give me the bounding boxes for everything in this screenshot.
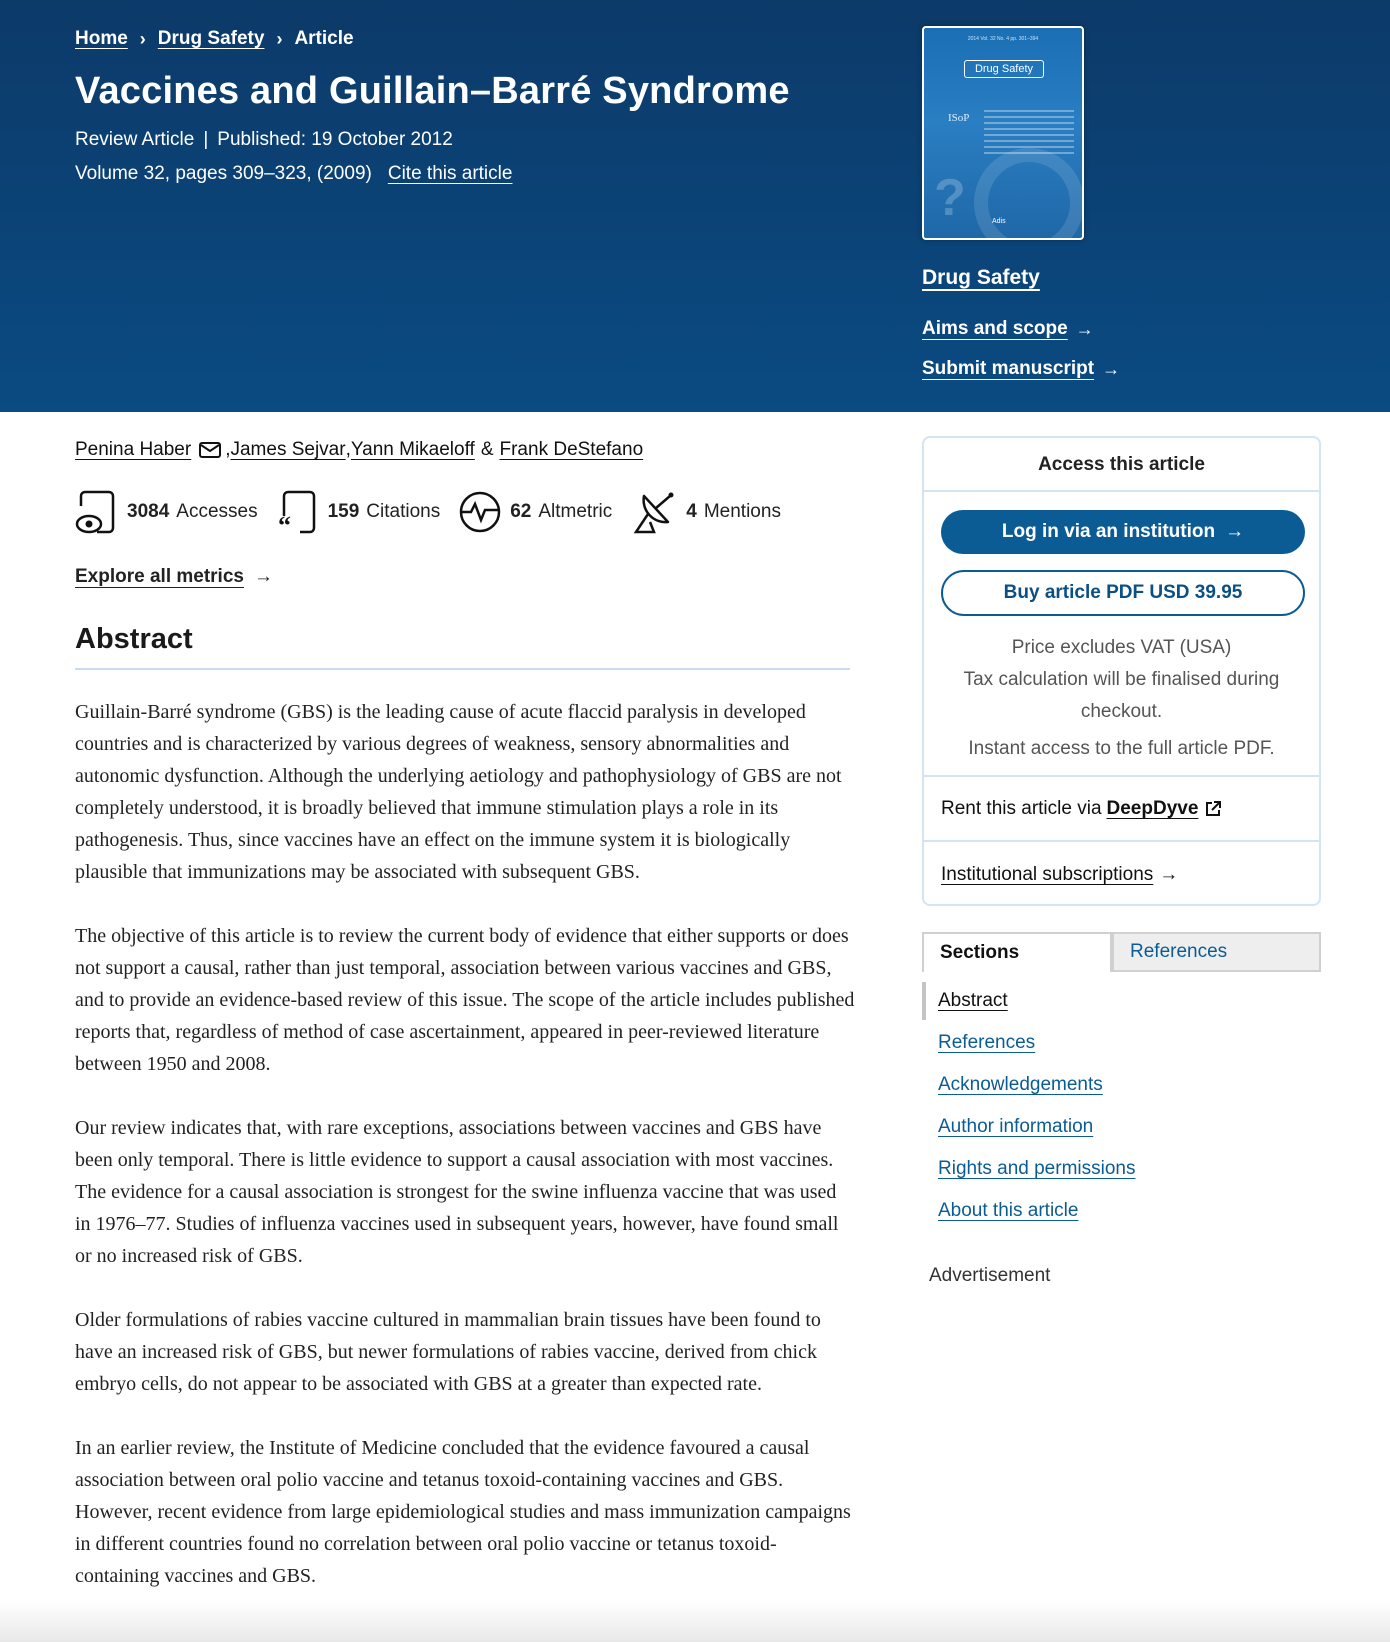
author-link[interactable]: James Sejvar [230, 439, 346, 460]
toc-item-references[interactable] [922, 1022, 1135, 1064]
breadcrumb-home-link[interactable]: Home [75, 28, 128, 49]
cover-decoration [974, 148, 1084, 240]
toc-item-label: Acknowledgements [938, 1074, 1103, 1095]
author-link[interactable]: Frank DeStefano [499, 439, 644, 460]
author-list [75, 439, 643, 461]
cover-journal-title: Drug Safety [964, 60, 1044, 78]
abstract-paragraph: The objective of this article is to review the current body of evidence that either supports or does not support a causal, rather than just temporal, association between various vaccines and GBS, and to provide an evidence-based review of this issue. The scope of the article includes published reports that, regardless of method of case ascertainment, appeared in peer-reviewed literature between 1950 and 2008. [75, 925, 855, 1075]
institutional-subscriptions-label: Institutional subscriptions [941, 864, 1154, 885]
arrow-right-icon: → [1102, 358, 1121, 379]
login-institution-label: Log in via an institution [1001, 521, 1216, 542]
cite-article-link[interactable]: Cite this article [387, 163, 513, 184]
toc-item-label: Abstract [938, 990, 1008, 1011]
toc-item-label: Author information [938, 1116, 1094, 1137]
cover-issue-text: 2014 Vol. 32 No. 4 pp. 301–394 [967, 36, 1039, 42]
mentions-count: 4 [686, 501, 697, 522]
altmetric-label: Altmetric [538, 501, 613, 522]
metric-altmetric [458, 488, 612, 536]
cover-logo: ISoP [948, 112, 970, 124]
abstract-paragraph: Our review indicates that, with rare exceptions, associations between vaccines and GBS have been only temporal. There is little evidence to support a causal association with most vaccines. The evidence for a causal association is strongest for the swine influenza vaccine that was used in 1976–77. Studies of influenza vaccines used in subsequent years, however, have found small or no increased risk of GBS. [75, 1117, 839, 1267]
journal-name-link[interactable]: Drug Safety [922, 266, 1040, 289]
toc-item-label: References [938, 1032, 1036, 1053]
page-bottom-fade [0, 1600, 1390, 1642]
author-link[interactable]: Penina Haber [75, 439, 192, 460]
mentions-label: Mentions [703, 501, 781, 522]
chevron-right-icon: › [276, 28, 283, 49]
price-vat-text: Price excludes VAT (USA) [1011, 637, 1232, 658]
metric-citations [276, 488, 441, 536]
toc-item-label: Rights and permissions [938, 1158, 1136, 1179]
cover-question-mark: ? [934, 169, 966, 227]
author-ampersand: & [480, 439, 494, 460]
journal-cover-image[interactable] [922, 26, 1084, 240]
breadcrumb-journal-link[interactable]: Drug Safety [157, 28, 265, 49]
tax-note-text: checkout. [1080, 701, 1163, 722]
arrow-right-icon: → [1159, 864, 1179, 885]
article-title: Vaccines and Guillain–Barré Syndrome [75, 70, 790, 112]
breadcrumb [75, 28, 354, 50]
volume-info: Volume 32, pages 309–323, (2009) [75, 163, 372, 184]
submit-manuscript-link[interactable] [922, 358, 1120, 380]
tax-note-text: Tax calculation will be finalised during [963, 669, 1280, 690]
toc-item-rights-permissions[interactable] [922, 1148, 1135, 1190]
explore-metrics-label: Explore all metrics [75, 566, 244, 587]
access-article-panel [922, 436, 1321, 906]
accesses-count: 3084 [127, 501, 170, 522]
arrow-right-icon: → [1075, 318, 1094, 339]
svg-text:“: “ [277, 511, 291, 536]
email-icon[interactable] [199, 441, 221, 459]
arrow-right-icon: → [1225, 521, 1245, 542]
price-note [924, 632, 1319, 728]
accesses-label: Accesses [176, 501, 258, 522]
submit-manuscript-label: Submit manuscript [922, 358, 1095, 379]
toc-item-label: About this article [938, 1200, 1079, 1221]
explore-metrics-link[interactable] [75, 566, 273, 588]
altmetric-score: 62 [510, 501, 532, 522]
tab-references[interactable]: References [1112, 932, 1321, 972]
abstract-paragraph: Older formulations of rabies vaccine cultured in mammalian brain tissues have been found to have an increased risk of GBS, but newer formulations of rabies vaccine, derived from chick embryo cells, do not appear to be associated with GBS at a greater than expected rate. [75, 1309, 821, 1395]
abstract-paragraph: In an earlier review, the Institute of Medicine concluded that the evidence favoured a causal association between oral polio vaccine and tetanus toxoid-containing vaccines and GBS. However, recent evidence from large epidemiological studies and mass immunization campaigns in different countries found no correlation between oral polio vaccine or tetanus toxoid-containing vaccines and GBS. [75, 1437, 851, 1587]
instant-access-text: Instant access to the full article PDF. [968, 738, 1275, 759]
access-panel-title: Access this article [924, 438, 1319, 492]
arrow-right-icon: → [253, 566, 273, 587]
citations-count: 159 [327, 501, 360, 522]
toc-item-author-information[interactable] [922, 1106, 1135, 1148]
article-header [0, 0, 1390, 412]
toc-item-about-article[interactable] [922, 1190, 1135, 1232]
article-meta [75, 129, 453, 151]
author-separator: , [225, 439, 231, 460]
abstract-paragraph: Guillain-Barré syndrome (GBS) is the leading cause of acute flaccid paralysis in developed countries and is characterized by various degrees of weakness, sensory abnormalities and autonomic dysfunction. Although the underlying aetiology and pathophysiology of GBS are not completely understood, it is broadly believed that immune stimulation plays a role in its pathogenesis. Thus, since vaccines have an effect on the immune system it is biologically plausible that immunizations may be associated with subsequent GBS. [75, 701, 842, 883]
toc-item-acknowledgements[interactable] [922, 1064, 1135, 1106]
quote-document-icon [276, 488, 320, 536]
article-type: Review Article [75, 129, 195, 150]
cover-publisher: Adis [992, 218, 1006, 225]
published-date: Published: 19 October 2012 [217, 129, 453, 150]
aims-scope-link[interactable] [922, 318, 1094, 340]
tab-sections[interactable]: Sections [922, 932, 1112, 972]
sidebar-tabs [922, 932, 1321, 972]
login-institution-button[interactable] [941, 510, 1305, 554]
sections-nav [922, 980, 1135, 1232]
citations-label: Citations [366, 501, 441, 522]
buy-pdf-button[interactable]: Buy article PDF USD 39.95 [941, 570, 1305, 616]
rent-prefix: Rent this article via [941, 798, 1102, 819]
author-separator: , [345, 439, 351, 460]
meta-separator: | [203, 129, 209, 150]
deepdyve-link[interactable]: DeepDyve [1106, 798, 1199, 819]
satellite-dish-icon [630, 488, 678, 536]
article-metrics [75, 488, 799, 536]
abstract-divider [75, 668, 850, 670]
metric-accesses [75, 488, 258, 536]
metric-mentions [630, 488, 781, 536]
abstract-heading: Abstract [75, 623, 193, 655]
article-volume-line [75, 163, 512, 185]
external-link-icon [1204, 800, 1222, 818]
eye-document-icon [75, 488, 119, 536]
aims-scope-label: Aims and scope [922, 318, 1068, 339]
abstract-body [75, 696, 855, 1624]
breadcrumb-current: Article [294, 28, 354, 49]
rent-article-row [941, 798, 1222, 820]
institutional-subscriptions-link[interactable] [941, 864, 1178, 886]
author-link[interactable]: Yann Mikaeloff [350, 439, 475, 460]
altmetric-icon [458, 488, 502, 536]
advertisement-label: Advertisement [929, 1265, 1051, 1286]
panel-divider [924, 840, 1319, 842]
toc-item-abstract[interactable] [922, 980, 1135, 1022]
panel-divider [924, 775, 1319, 777]
chevron-right-icon: › [139, 28, 146, 49]
